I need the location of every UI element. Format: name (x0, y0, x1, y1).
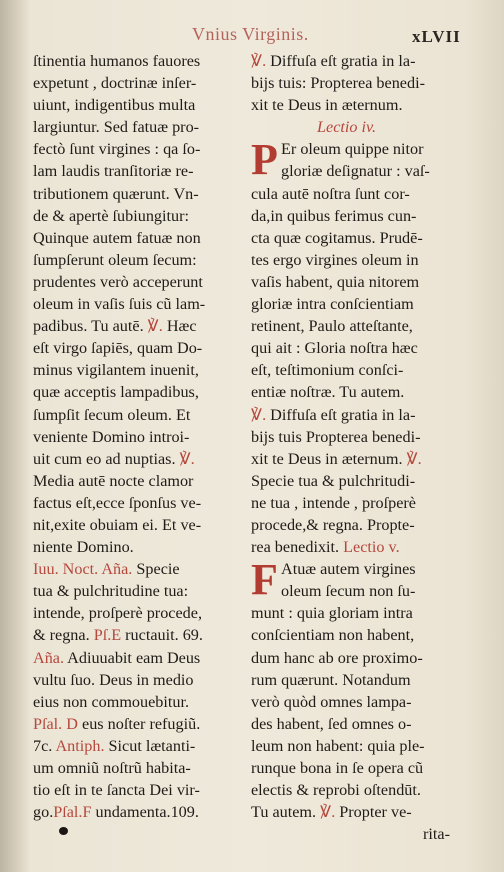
text-line: vaſis habent, quia nitorem (251, 272, 420, 291)
text-line: electis & reprobi oſtendūt. (251, 781, 421, 800)
text-line: gloriæ deſignatur : vaſ- (281, 162, 430, 181)
text-line: conſcientiam non habent, (251, 626, 415, 645)
text-line: uit cum eo ad nuptias. ℣. (33, 449, 195, 468)
text-line: Pſal. D eus noſter refugiũ. (33, 714, 201, 733)
text-line: eius non commouebitur. (33, 692, 190, 711)
text-line: retinent, Paulo atteſtante, (251, 317, 413, 336)
text-line: qui ait : Gloria noſtra hæc (251, 339, 418, 358)
text-line: ſumpſerunt oleum ſecum: (33, 250, 197, 269)
text-line: oleum ſecum non ſu- (281, 582, 416, 601)
text-line: da,in quibus ferimus cun- (251, 206, 417, 225)
text-line: go.Pſal.F undamenta.109. (33, 803, 199, 822)
text-line: nit,exite obuiam ei. Et ve- (33, 515, 202, 534)
text-line-content: Atuæ autem virgines (281, 560, 416, 579)
dropcap-letter: F (251, 555, 278, 605)
text-line: minus vigilantem inuenit, (33, 361, 199, 380)
ink-blot (59, 827, 68, 835)
text-line: ſumpſit ſecum oleum. Et (33, 405, 191, 424)
lectio-heading: Lectio iv. (317, 118, 377, 137)
text-line: ℣. Diffuſa eſt gratia in la- (251, 52, 416, 70)
text-line: xit te Deus in æternum. ℣. (251, 449, 422, 468)
text-line: ℣. Diffuſa eſt gratia in la- (251, 405, 416, 424)
text-line: des habent, ſed omnes o- (251, 714, 412, 733)
left-text-column (33, 50, 253, 823)
text-line: 7c. Antiph. Sicut lætanti- (33, 736, 196, 755)
text-line: tio eſt in te ſancta Dei vir- (33, 781, 200, 800)
text-line: tributionem quærunt. Vn- (33, 184, 199, 203)
text-line: bijs tuis: Propterea benedi- (251, 74, 425, 93)
text-line: padibus. Tu autē. ℣. Hæc (33, 317, 197, 336)
text-line: veniente Domino introi- (33, 427, 190, 446)
text-line: quæ acceptis lampadibus, (33, 383, 199, 402)
right-text-column (251, 50, 471, 845)
text-line: Tu autem. ℣. Propter ve- (251, 803, 412, 822)
text-line: rea benedixit. Lectio v. (251, 538, 400, 557)
text-line: ſtinentia humanos fauores (33, 52, 201, 70)
text-line: procede,& regna. Propte- (251, 515, 415, 534)
text-line: rum quærunt. Notandum (251, 670, 411, 689)
running-head: Vnius Virginis. (192, 24, 309, 44)
text-line: eſt, teſtimonium conſci- (251, 361, 404, 380)
text-line: dum hanc ab ore proximo- (251, 648, 423, 667)
text-line: cta quæ cogitamus. Prudē- (251, 228, 423, 247)
text-line: tes ergo virgines oleum in (251, 250, 419, 269)
text-line: Specie tua & pulchritudi- (251, 471, 416, 490)
text-line: niente Domino. (33, 538, 134, 557)
text-line: tua & pulchritudine tua: (33, 582, 189, 601)
page-gutter (0, 0, 30, 872)
folio-number: xLVII (412, 27, 461, 46)
text-line: munt : quia gloriam intra (251, 604, 413, 623)
text-line: expetunt , doctrinæ inſer- (33, 74, 197, 93)
text-line: runque bona in ſe opera cũ (251, 759, 424, 777)
text-line: uiunt, indigentibus multa (33, 96, 196, 115)
text-line: intende, proſperè procede, (33, 604, 202, 623)
text-line: bijs tuis Propterea benedi- (251, 427, 421, 446)
text-line: eſt virgo ſapiēs, quam Do- (33, 339, 203, 358)
rubric-line: Iuu. Noct. Aña. Specie (33, 560, 180, 579)
text-line: lam laudis tranſitoriæ re- (33, 162, 194, 181)
text-line: leum non habent: quia ple- (251, 736, 425, 755)
text-line: verò quòd omnes lampa- (251, 692, 412, 711)
page-header (0, 24, 504, 50)
text-line: largiuntur. Sed fatuæ pro- (33, 118, 200, 137)
text-line: & regna. Pſ.E ructauit. 69. (33, 626, 203, 645)
text-line: um omniũ noſtrũ habita- (33, 759, 191, 777)
text-line: oleum in vaſis ſuis cũ lam- (33, 295, 206, 314)
text-line: Media autē nocte clamor (33, 471, 194, 490)
text-line: xit te Deus in æternum. (251, 96, 403, 115)
text-line: vultu ſuo. Deus in medio (33, 670, 194, 689)
text-line: entiæ noſtræ. Tu autem. (251, 383, 405, 402)
catchword: rita- (423, 825, 450, 844)
text-line: Quinque autem fatuæ non (33, 228, 201, 247)
text-line: cula autē noſtra ſunt cor- (251, 184, 410, 203)
text-line: de & apertè ſubiungitur: (33, 206, 189, 225)
text-line: Aña. Adiuuabit eam Deus (33, 648, 201, 667)
text-line-content: Er oleum quippe nitor (281, 140, 424, 159)
text-line: gloriæ intra conſcientiam (251, 295, 414, 314)
text-line: factus eſt,ecce ſponſus ve- (33, 493, 202, 512)
text-line: ne tua , intende , proſperè (251, 493, 416, 512)
dropcap-letter: P (251, 135, 278, 185)
text-line: fectò ſunt virgines : qa ſo- (33, 140, 201, 159)
text-line: prudentes verò acceperunt (33, 272, 203, 291)
